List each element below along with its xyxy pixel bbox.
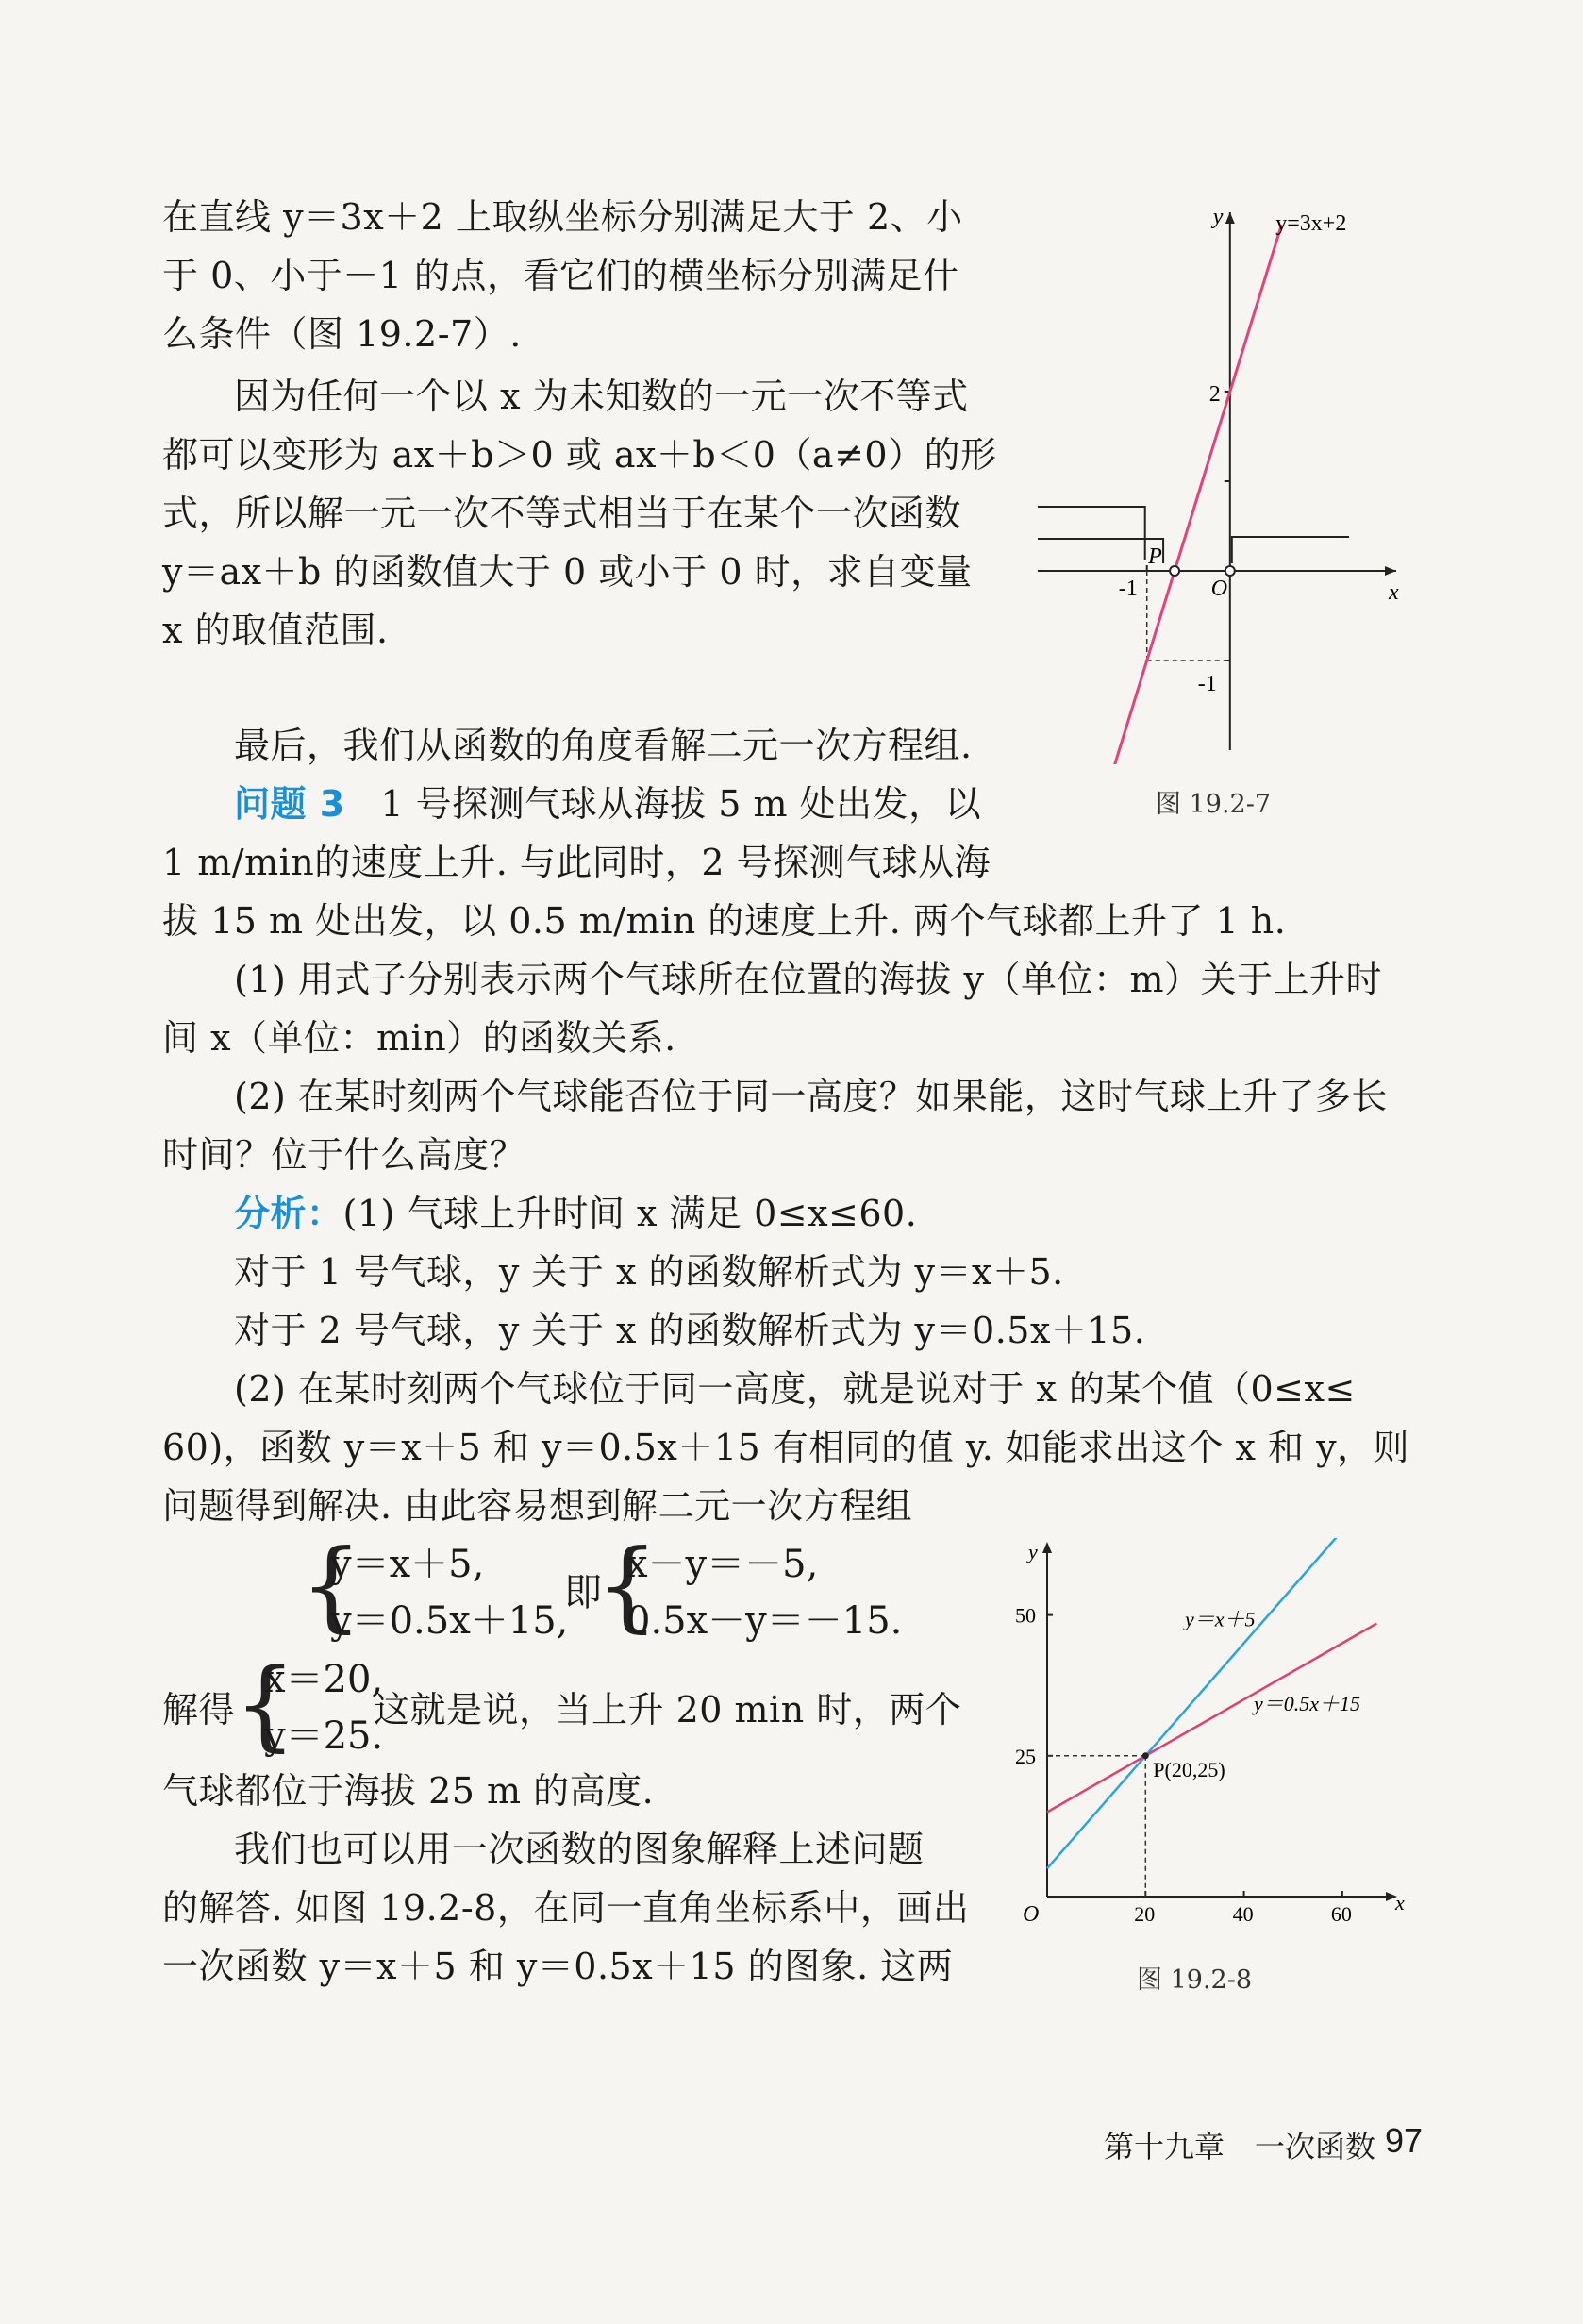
para1-line-2: 于 0、小于－1 的点，看它们的横坐标分别满足什 (162, 255, 959, 296)
para1-line-3: 么条件（图 19.2-7）. (162, 313, 522, 355)
system2-eq1: x－y＝－5, (626, 1543, 819, 1586)
x-tick-label: 20 (1134, 1902, 1156, 1926)
system2-eq2: 0.5x－y＝－15. (626, 1599, 903, 1643)
problem3-text-1: 1 号探测气球从海拔 5 m 处出发，以 (380, 783, 982, 825)
para2-line-4: y＝ax＋b 的函数值大于 0 或小于 0 时，求自变量 (162, 551, 973, 593)
series-label: y=3x+2 (1275, 211, 1347, 236)
x-axis-arrow (1385, 566, 1396, 576)
system1-eq1: y＝x＋5, (330, 1543, 485, 1586)
y-axis-arrow (1042, 1542, 1052, 1553)
series-line-y-3x-2 (1080, 225, 1281, 764)
analysis-line-4: (2) 在某时刻两个气球位于同一高度，就是说对于 x 的某个值（0≤x≤ (234, 1368, 1356, 1410)
q2-line-2: 时间？位于什么高度？ (162, 1134, 526, 1176)
y-tick-label: 2 (1208, 382, 1221, 407)
para2-line-2: 都可以变形为 ax＋b＞0 或 ax＋b＜0（a≠0）的形 (162, 434, 997, 476)
series-label: y＝0.5x＋15 (1254, 1692, 1361, 1716)
figure-19-2-8-caption: 图 19.2-8 (1137, 1965, 1253, 1995)
point-p (1170, 566, 1179, 576)
figure-19-2-7 (1028, 198, 1406, 764)
q1-line-2: 间 x（单位：min）的函数关系. (162, 1017, 676, 1059)
figure-19-2-7-caption: 图 19.2-7 (1156, 790, 1272, 819)
y-axis-label: y (1028, 1540, 1038, 1563)
analysis-line-3: 对于 2 号气球，y 关于 x 的函数解析式为 y＝0.5x＋15. (234, 1310, 1146, 1351)
para1-line-1: 在直线 y＝3x＋2 上取纵坐标分别满足大于 2、小 (162, 196, 963, 238)
system1-eq2: y＝0.5x＋15, (330, 1599, 569, 1643)
series-line-y-05x-15 (1047, 1624, 1376, 1813)
para2-line-3: 式，所以解一元一次不等式相当于在某个一次函数 (162, 493, 962, 534)
y-axis-arrow (1225, 212, 1235, 224)
y-tick-label: -1 (1197, 672, 1217, 696)
x-tick-label: 40 (1232, 1902, 1254, 1926)
para2-line-1: 因为任何一个以 x 为未知数的一元一次不等式 (234, 376, 969, 417)
brace-system-2: { (596, 1528, 659, 1643)
q2-line-1: (2) 在某时刻两个气球能否位于同一高度？如果能，这时气球上升了多长 (234, 1076, 1388, 1117)
x-tick-label: 60 (1330, 1902, 1352, 1926)
origin-label: O (1210, 577, 1228, 601)
chapter-footer: 第十九章 一次函数 (1104, 2129, 1376, 2165)
intersection-label: P(20,25) (1153, 1757, 1225, 1781)
solve-prefix: 解得 (162, 1689, 236, 1730)
after-line-2: 我们也可以用一次函数的图象解释上述问题 (234, 1829, 925, 1870)
interval-bracket-right (1232, 537, 1349, 563)
origin-point (1225, 566, 1235, 576)
q1-line-1: (1) 用式子分别表示两个气球所在位置的海拔 y（单位：m）关于上升时 (234, 959, 1382, 1000)
analysis-line-1 (234, 1191, 917, 1236)
point-p-label: P (1148, 544, 1162, 569)
after-line-3: 的解答. 如图 19.2-8，在同一直角坐标系中，画出 (162, 1887, 970, 1929)
page-number: 97 (1385, 2121, 1424, 2160)
brace-solution: { (234, 1647, 297, 1762)
after-line-4: 一次函数 y＝x＋5 和 y＝0.5x＋15 的图象. 这两 (162, 1946, 954, 1987)
analysis-line-5: 60)，函数 y＝x＋5 和 y＝0.5x＋15 有相同的值 y. 如能求出这个 x 和 y，则 (162, 1427, 1410, 1468)
y-axis-label: y (1212, 205, 1224, 229)
x-axis-label: x (1389, 580, 1399, 605)
series-label: y＝x＋5 (1185, 1607, 1256, 1631)
solution-y: y＝25. (264, 1714, 384, 1758)
x-axis-label: x (1395, 1891, 1405, 1914)
figure-19-2-8 (991, 1538, 1415, 1944)
after-line-1: 气球都位于海拔 25 m 的高度. (162, 1770, 655, 1812)
analysis-line-6: 问题得到解决. 由此容易想到解二元一次方程组 (162, 1485, 913, 1527)
x-tick-label: -1 (1118, 577, 1138, 601)
solution-x: x＝20, (264, 1658, 384, 1701)
solve-suffix: 这就是说，当上升 20 min 时，两个 (374, 1689, 962, 1730)
problem3-line-3: 拔 15 m 处出发，以 0.5 m/min 的速度上升. 两个气球都上升了 1 h. (162, 900, 1287, 942)
para2-line-5: x 的取值范围. (162, 610, 389, 651)
intersection-point (1142, 1752, 1149, 1759)
para3-line: 最后，我们从函数的角度看解二元一次方程组. (234, 725, 973, 766)
y-tick-label: 50 (1015, 1603, 1036, 1628)
origin-label: O (1023, 1902, 1040, 1927)
y-tick-label: 25 (1015, 1744, 1036, 1768)
connector-ji: 即 (564, 1571, 602, 1614)
problem3-line-1 (234, 781, 981, 827)
analysis-label: 分析： (234, 1193, 343, 1234)
analysis-text-1: (1) 气球上升时间 x 满足 0≤x≤60. (342, 1193, 918, 1234)
analysis-line-2: 对于 1 号气球，y 关于 x 的函数解析式为 y＝x＋5. (234, 1251, 1064, 1293)
problem3-label: 问题 3 (234, 783, 345, 825)
brace-system-1: { (300, 1528, 363, 1643)
interval-bracket-left-upper (1038, 507, 1145, 560)
problem3-line-2: 1 m/min的速度上升. 与此同时，2 号探测气球从海 (162, 842, 991, 883)
